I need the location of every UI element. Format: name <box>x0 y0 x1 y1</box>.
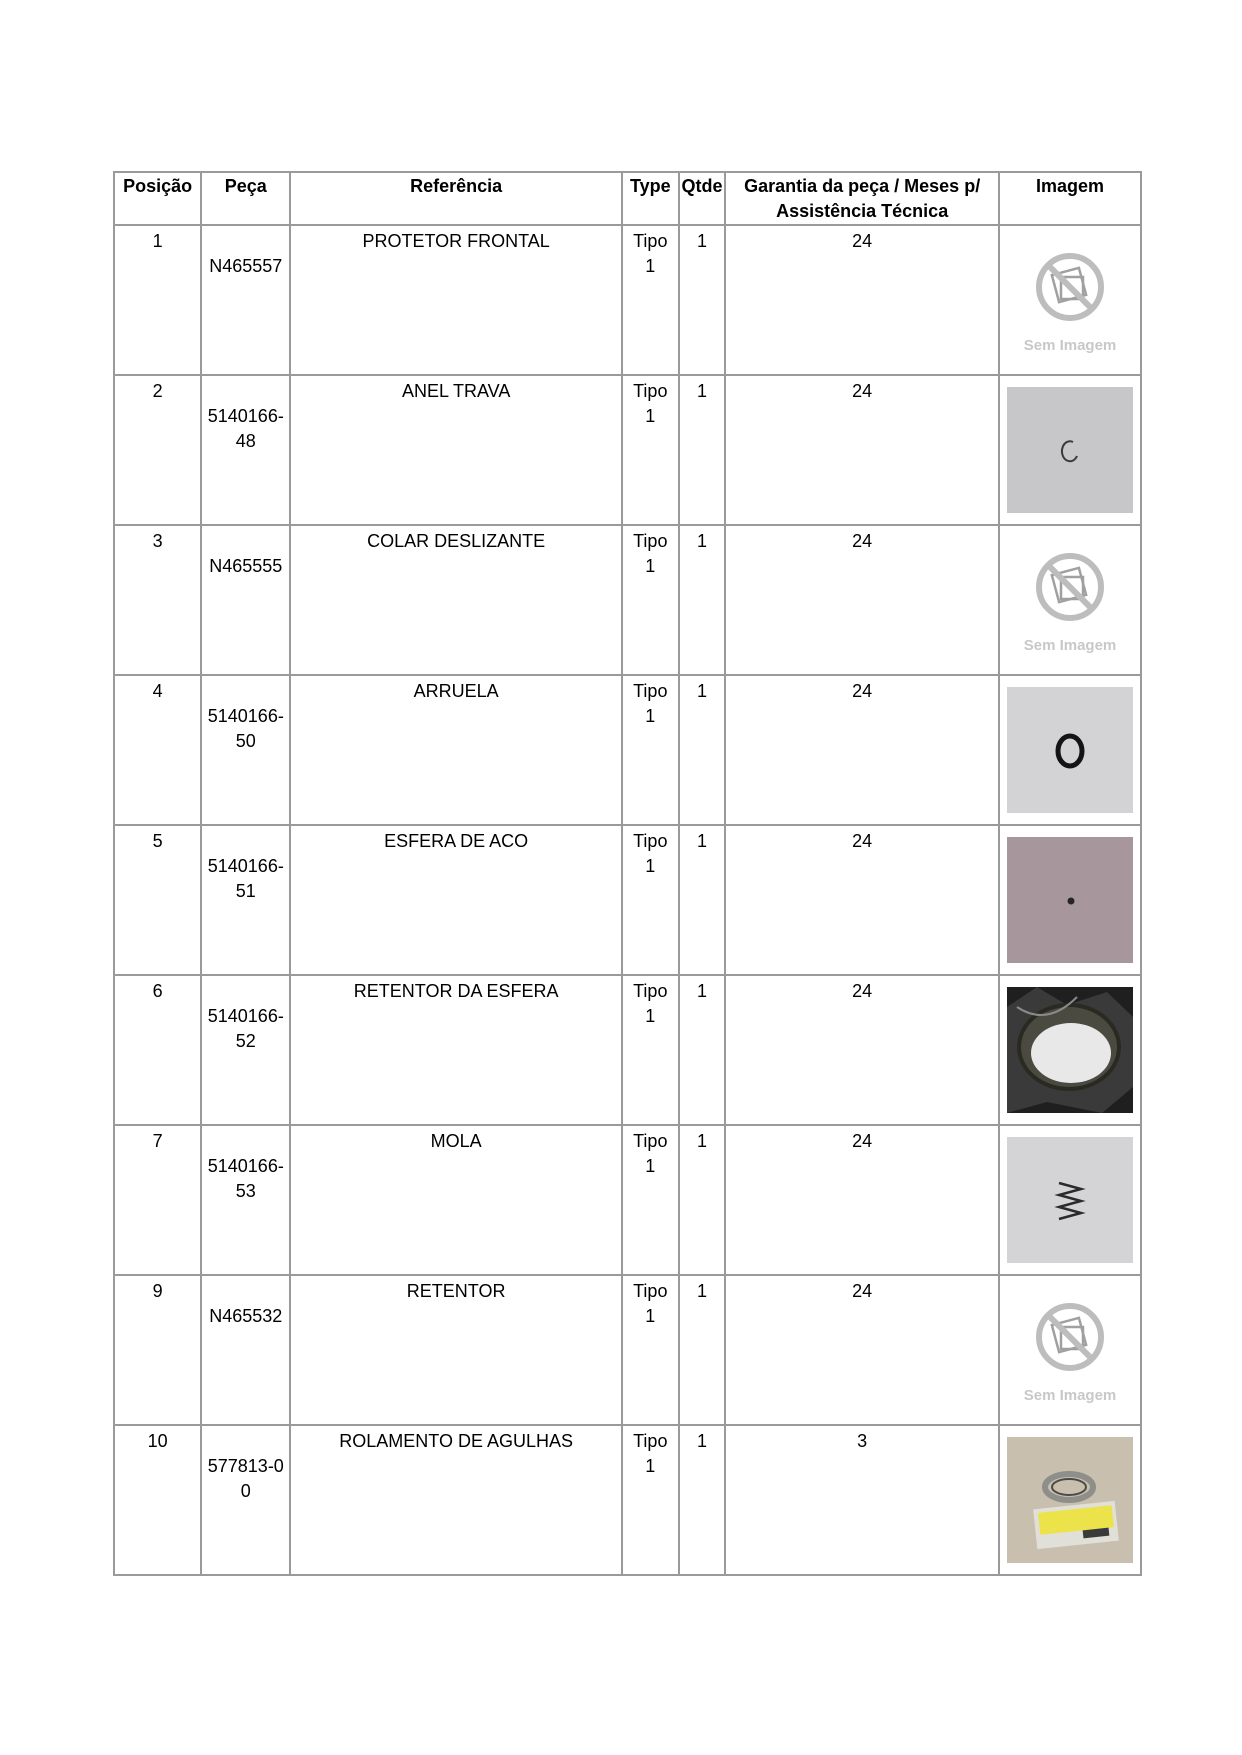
cell-type <box>622 975 679 1125</box>
cell-garantia <box>725 825 999 975</box>
cell-posicao <box>114 375 201 525</box>
cell-imagem <box>999 375 1141 525</box>
header-row <box>114 172 1141 225</box>
no-image-icon <box>1007 1287 1133 1413</box>
referencia-text: PROTETOR FRONTAL <box>362 231 550 251</box>
cell-garantia <box>725 1425 999 1575</box>
garantia-text: 24 <box>852 681 873 701</box>
qtde-text: 1 <box>696 981 707 1001</box>
table-row-3 <box>114 525 1141 675</box>
qtde-text: 1 <box>696 831 707 851</box>
peca-text: 577813-00 <box>207 1456 284 1501</box>
cell-peca <box>201 1275 290 1425</box>
type-text: Tipo 1 <box>633 981 668 1026</box>
cell-imagem <box>999 1425 1141 1575</box>
posicao-text: 10 <box>147 1431 168 1451</box>
header-garantia: Garantia da peça / Meses p/ Assistência Técnica <box>725 172 999 225</box>
cell-type <box>622 225 679 375</box>
table-row-4 <box>114 675 1141 825</box>
cell-peca <box>201 525 290 675</box>
cell-peca <box>201 375 290 525</box>
cell-referencia <box>290 975 622 1125</box>
cell-referencia <box>290 1125 622 1275</box>
referencia-text: COLAR DESLIZANTE <box>367 531 546 551</box>
no-image-icon <box>1007 237 1133 363</box>
cell-peca <box>201 675 290 825</box>
parts-table <box>113 171 1142 1576</box>
referencia-text: RETENTOR DA ESFERA <box>353 981 559 1001</box>
cell-qtde <box>679 675 726 825</box>
cell-qtde <box>679 525 726 675</box>
table-row-6 <box>114 975 1141 1125</box>
garantia-text: 3 <box>857 1431 868 1451</box>
garantia-text: 24 <box>852 1131 873 1151</box>
qtde-text: 1 <box>696 381 707 401</box>
cell-peca <box>201 825 290 975</box>
header-type: Type <box>622 172 679 225</box>
cell-imagem <box>999 1275 1141 1425</box>
posicao-text: 3 <box>152 531 163 551</box>
qtde-text: 1 <box>696 1281 707 1301</box>
table-header <box>114 172 1141 225</box>
type-text: Tipo 1 <box>633 831 668 876</box>
peca-text: 5140166-48 <box>207 406 284 451</box>
cell-type <box>622 1125 679 1275</box>
cell-posicao <box>114 525 201 675</box>
cell-type <box>622 525 679 675</box>
ball-retainer-photo <box>1007 987 1133 1113</box>
cell-garantia <box>725 675 999 825</box>
needle-bearing-photo <box>1007 1437 1133 1563</box>
cell-posicao <box>114 225 201 375</box>
cell-garantia <box>725 1125 999 1275</box>
type-text: Tipo 1 <box>633 681 668 726</box>
header-imagem: Imagem <box>999 172 1141 225</box>
no-image-label: Sem Imagem <box>1023 337 1117 354</box>
cell-imagem <box>999 975 1141 1125</box>
garantia-text: 24 <box>852 981 873 1001</box>
header-qtde: Qtde <box>679 172 726 225</box>
cell-imagem <box>999 825 1141 975</box>
table-row-7 <box>114 1125 1141 1275</box>
cell-qtde <box>679 825 726 975</box>
retaining-ring-photo <box>1007 387 1133 513</box>
referencia-text: MOLA <box>430 1131 482 1151</box>
garantia-text: 24 <box>852 531 873 551</box>
type-text: Tipo 1 <box>633 1131 668 1176</box>
cell-garantia <box>725 1275 999 1425</box>
cell-referencia <box>290 1425 622 1575</box>
qtde-text: 1 <box>696 681 707 701</box>
cell-qtde <box>679 225 726 375</box>
cell-qtde <box>679 375 726 525</box>
peca-text: N465557 <box>209 256 283 276</box>
table-row-10 <box>114 1425 1141 1575</box>
cell-posicao <box>114 975 201 1125</box>
qtde-text: 1 <box>696 531 707 551</box>
cell-qtde <box>679 1425 726 1575</box>
cell-garantia <box>725 375 999 525</box>
header-peca: Peça <box>201 172 290 225</box>
washer-photo <box>1007 687 1133 813</box>
cell-qtde <box>679 975 726 1125</box>
peca-text: 5140166-53 <box>207 1156 284 1201</box>
cell-imagem <box>999 225 1141 375</box>
referencia-text: ARRUELA <box>413 681 499 701</box>
posicao-text: 2 <box>152 381 163 401</box>
cell-imagem <box>999 1125 1141 1275</box>
cell-peca <box>201 225 290 375</box>
posicao-text: 4 <box>152 681 163 701</box>
cell-type <box>622 1425 679 1575</box>
cell-posicao <box>114 1125 201 1275</box>
table-row-1 <box>114 225 1141 375</box>
cell-referencia <box>290 225 622 375</box>
posicao-text: 1 <box>152 231 163 251</box>
cell-type <box>622 675 679 825</box>
garantia-text: 24 <box>852 1281 873 1301</box>
cell-type <box>622 1275 679 1425</box>
no-image-label: Sem Imagem <box>1023 637 1117 654</box>
type-text: Tipo 1 <box>633 381 668 426</box>
type-text: Tipo 1 <box>633 231 668 276</box>
peca-text: N465532 <box>209 1306 283 1326</box>
cell-type <box>622 825 679 975</box>
no-image-icon <box>1007 537 1133 663</box>
peca-text: 5140166-52 <box>207 1006 284 1051</box>
posicao-text: 6 <box>152 981 163 1001</box>
table-row-9 <box>114 1275 1141 1425</box>
peca-text: 5140166-50 <box>207 706 284 751</box>
garantia-text: 24 <box>852 231 873 251</box>
cell-referencia <box>290 375 622 525</box>
cell-posicao <box>114 675 201 825</box>
no-image-label: Sem Imagem <box>1023 1387 1117 1404</box>
type-text: Tipo 1 <box>633 1431 668 1476</box>
cell-referencia <box>290 825 622 975</box>
qtde-text: 1 <box>696 1131 707 1151</box>
referencia-text: ANEL TRAVA <box>401 381 511 401</box>
steel-ball-photo <box>1007 837 1133 963</box>
garantia-text: 24 <box>852 381 873 401</box>
cell-garantia <box>725 975 999 1125</box>
cell-peca <box>201 1425 290 1575</box>
table-body <box>114 225 1141 1575</box>
table-row-2 <box>114 375 1141 525</box>
type-text: Tipo 1 <box>633 531 668 576</box>
cell-posicao <box>114 1425 201 1575</box>
posicao-text: 7 <box>152 1131 163 1151</box>
type-text: Tipo 1 <box>633 1281 668 1326</box>
header-posicao: Posição <box>114 172 201 225</box>
header-referencia: Referência <box>290 172 622 225</box>
peca-text: 5140166-51 <box>207 856 284 901</box>
cell-referencia <box>290 525 622 675</box>
cell-type <box>622 375 679 525</box>
cell-garantia <box>725 525 999 675</box>
cell-peca <box>201 975 290 1125</box>
peca-text: N465555 <box>209 556 283 576</box>
posicao-text: 5 <box>152 831 163 851</box>
referencia-text: ROLAMENTO DE AGULHAS <box>339 1431 574 1451</box>
cell-referencia <box>290 675 622 825</box>
table-row-5 <box>114 825 1141 975</box>
cell-posicao <box>114 1275 201 1425</box>
cell-posicao <box>114 825 201 975</box>
posicao-text: 9 <box>152 1281 163 1301</box>
cell-qtde <box>679 1125 726 1275</box>
cell-imagem <box>999 675 1141 825</box>
cell-imagem <box>999 525 1141 675</box>
garantia-text: 24 <box>852 831 873 851</box>
spring-photo <box>1007 1137 1133 1263</box>
cell-referencia <box>290 1275 622 1425</box>
qtde-text: 1 <box>696 231 707 251</box>
cell-qtde <box>679 1275 726 1425</box>
referencia-text: ESFERA DE ACO <box>384 831 529 851</box>
cell-garantia <box>725 225 999 375</box>
cell-peca <box>201 1125 290 1275</box>
qtde-text: 1 <box>696 1431 707 1451</box>
referencia-text: RETENTOR <box>406 1281 506 1301</box>
